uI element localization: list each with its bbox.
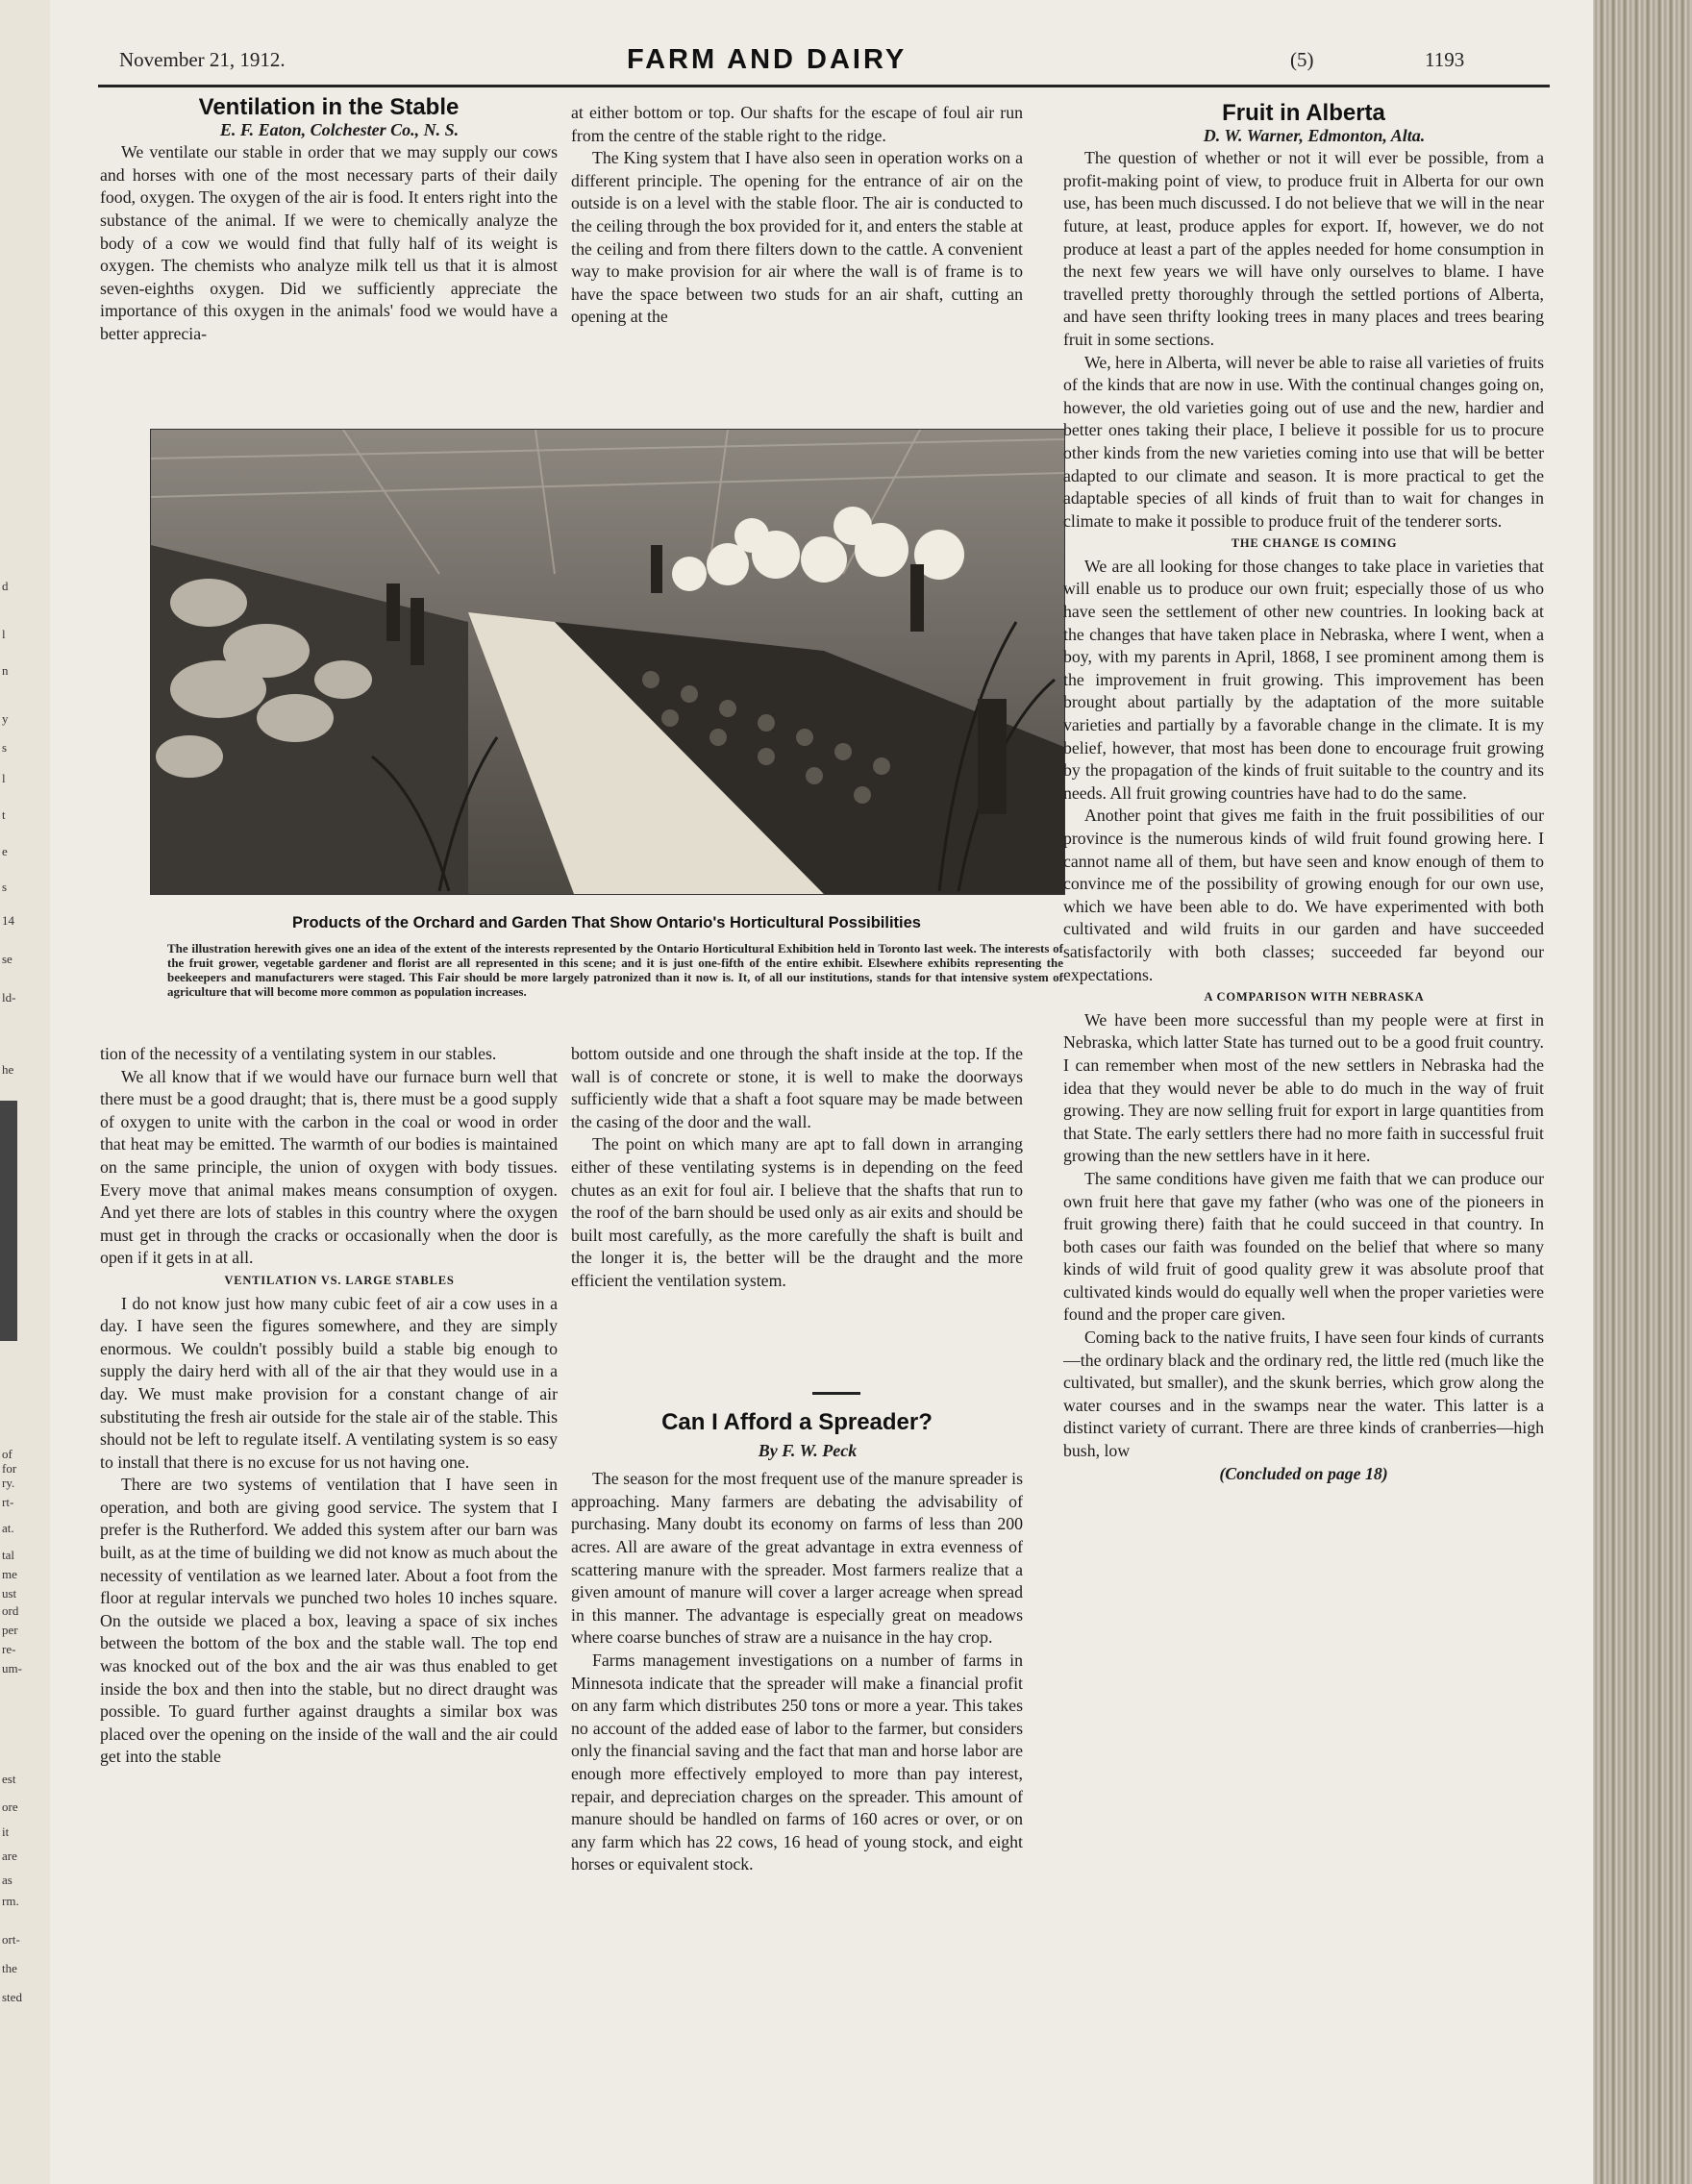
margin-fragment: ld- <box>2 990 16 1005</box>
margin-fragment: rt- <box>2 1495 14 1509</box>
margin-fragment: 14 <box>2 913 14 928</box>
previous-page-edge <box>0 0 52 2184</box>
alberta-title: Fruit in Alberta <box>1222 102 1385 126</box>
ventilation-paragraph: We ventilate our stable in order that we may supply our cows and horses with one of the most necessary parts of their daily food, oxygen. The oxygen of the air is food. It enters right into the substance of the animal. If we were to chemically analyze the body of a cow we would find that fully half of its weight is oxygen. The chemists who analyze milk tell us that it is almost seven-eighths oxygen. Did we sufficiently appreciate the importance of this oxygen in the animals' food we would have a better apprecia- <box>100 142 558 343</box>
alberta-subhead: A COMPARISON WITH NEBRASKA <box>1204 990 1425 1005</box>
alberta-article <box>1063 102 1544 2044</box>
ventilation-paragraph: The King system that I have also seen in operation works on a different principle. The opening for the entrance of air on the outside is on a level with the stable floor. The air is conducted to the ceiling through the box provided for it, and enters the stable at the ceiling and from there filters down to the cattle. A convenient way to make provision for air where the wall is of frame is to have the space between two studs for an air shaft, cutting an opening at the <box>571 148 1023 327</box>
issue-date: November 21, 1912. <box>119 48 286 71</box>
margin-fragment: of <box>2 1447 12 1461</box>
exhibition-photo <box>150 429 1065 895</box>
margin-fragment: um- <box>2 1661 22 1675</box>
margin-fragment: l <box>2 771 6 785</box>
margin-fragment: the <box>2 1961 17 1975</box>
margin-fragment: e <box>2 844 8 858</box>
alberta-paragraph: The question of whether or not it will ever be possible, from a profit-making point of view, to produce fruit in Alberta for our own use, has been much discussed. I do not believe that we will in the near future, at least, produce apples for export. If, however, we do not produce at least a part of the apples needed for home consumption in the next few years we will have only ourselves to blame. I have travelled pretty thoroughly through the settled portions of Alberta, and have seen thrifty looking trees in many places and trees bearing fruit in some sections. <box>1063 148 1544 349</box>
alberta-paragraph: We, here in Alberta, will never be able to raise all varieties of fruits of the kinds that are now in use. With the continual changes going on, however, the old varieties going out of use and the new, hardier and better ones taking their place, I believe it possible for us to procure other kinds from the new varieties coming into use that will be better adapted to our climate and season. It is more practical to get the adaptable species of all kinds of fruit than to wait for changes in climate to make it possible to produce fruit of the tenderer sorts. <box>1063 352 1544 531</box>
margin-fragment: for <box>2 1461 17 1476</box>
margin-fragment: l <box>2 627 6 641</box>
margin-fragment: n <box>2 663 9 678</box>
margin-fragment: est <box>2 1772 16 1786</box>
ventilation-paragraph: I do not know just how many cubic feet of air a cow uses in a day. I have seen the figures somewhere, and they are simply enormous. We couldn't possibly build a stable big enough to supply the dairy herd with all of the air that they would use in a day. We must make provision for a constant change of air substituting the fresh air outside for the stale air of the stable. This should not be left to regulate itself. A ventilating system is so easy to install that there is no excuse for us not having one. <box>100 1293 558 1472</box>
margin-fragment: ort- <box>2 1932 20 1947</box>
margin-fragment: ry. <box>2 1476 15 1490</box>
alberta-paragraph: The same conditions have given me faith that we can produce our own fruit here that gave my father (who was one of the pioneers in fruit growing there) faith that he could succeed in that country. In both cases our faith was founded on the belief that where so many kinds of wild fruit of good quality grew it was absolute proof that cultivated kinds would do equally well when the proper varieties were found and the proper care given. <box>1063 1168 1544 1325</box>
article-separator <box>812 1392 860 1395</box>
header-rule <box>98 85 1550 87</box>
margin-fragment: per <box>2 1623 18 1637</box>
photo-caption-body: The illustration herewith gives one an idea of the extent of the interests represented by the Ontario Horticultural Exhibition held in Toronto last week. The interests of the fruit grower, vegetable gardener and florist are all represented in this scene; and it is just one-fifth of the entire exhibit. Elsewhere exhibits representing the beekeepers and manufacturers were staged. This Fair should be more largely patronized than it now is. It, of all our institutions, stands for that intensive system of agriculture that will become more common as population increases. <box>167 941 1063 999</box>
margin-fragment: as <box>2 1873 12 1887</box>
photo-caption-title: Products of the Orchard and Garden That Show Ontario's Horticultural Possibilities <box>292 914 921 931</box>
spreader-byline: By F. W. Peck <box>758 1440 858 1460</box>
margin-fragment: s <box>2 740 8 755</box>
continued-note: (Concluded on page 18) <box>1219 1463 1388 1483</box>
page-marker: (5) <box>1290 48 1314 71</box>
alberta-paragraph: Coming back to the native fruits, I have seen four kinds of currants—the ordinary black and the ordinary red, the little red (much like the cultivated, but smaller), and the skunk berries, which grow along the water courses and in the swamps near the water. This latter is a distinct variety of currant. There are three kinds of cranberries—high bush, low <box>1063 1328 1544 1461</box>
spreader-article <box>571 1411 1023 2046</box>
spreader-paragraph: The season for the most frequent use of the manure spreader is approaching. Many farmers are debating the advisability of purchasing. Many doubt its economy on farms of less than 200 acres. All are aware of the great advantage in extra evenness of scattering manure with the spreader. Most farmers realize that a given amount of manure will cover a larger acreage when spread in this manner. The advantage is especially great on meadows where coarse bunches of straw are a nuisance in the hay crop. <box>571 1469 1023 1648</box>
book-binding-edge <box>1593 0 1692 2184</box>
ventilation-paragraph: The point on which many are apt to fall down in arranging either of these ventilating systems is in depending on the feed chutes as an exit for foul air. I believe that the shafts that run to the roof of the barn should be used only as air exits and should be built most carefully, as the more carefully the shaft is built and the longer it is, the better will be the draught and the more efficient the ventilation system. <box>571 1134 1023 1290</box>
margin-fragment: he <box>2 1062 14 1077</box>
ventilation-paragraph: There are two systems of ventilation that I have seen in operation, and both are giving good service. The system that I prefer is the Rutherford. We added this system after our barn was built, as at the time of building we did not know as much about the necessity of ventilation as we learned later. About a foot from the floor at regular intervals we punched two holes 10 inches square. On the outside we placed a box, leaving a space of six inches between the bottom of the box and the stable wall. The top end was knocked out of the box and the air was thus enabled to get inside the box and then into the stable, but no direct draught was possible. To guard further against draughts a similar box was placed over the opening on the inside of the wall and the air could get into the stable <box>100 1475 558 1767</box>
ventilation-article-top <box>100 96 558 413</box>
newspaper-page <box>50 0 1593 2184</box>
ventilation-byline: E. F. Eaton, Colchester Co., N. S. <box>219 119 460 139</box>
margin-fragment: rm. <box>2 1894 19 1908</box>
margin-fragment: at. <box>2 1521 14 1535</box>
ventilation-article-middle-bottom <box>571 1043 1023 1379</box>
margin-fragment: re- <box>2 1642 16 1656</box>
ventilation-paragraph: bottom outside and one through the shaft inside at the top. If the wall is of concrete or stone, it is well to make the doorways sufficiently wide that a shaft a foot square may be made between the casing of the door and the wall. <box>571 1044 1023 1131</box>
masthead: FARM AND DAIRY <box>627 44 908 75</box>
margin-fragment: ust <box>2 1586 17 1601</box>
alberta-paragraph: We are all looking for those changes to take place in varieties that will enable us to produce our own fruit; especially those of us who have seen the settlement of other new countries. In looking back at the changes that have taken place in Nebraska, where I went, when a boy, with my parents in April, 1868, I see prominent among them is the improvement in fruit growing. This improvement has been brought about partially by the adaptation of the more suitable varieties and partially by a favorable change in the climate. It is my belief, however, that most has been done to encourage fruit growing by the propagation of the kinds of fruit suitable to the country and its needs. All fruit growing countries have had to do the same. <box>1063 556 1544 803</box>
alberta-paragraph: We have been more successful than my people were at first in Nebraska, which latter State has turned out to be a good fruit country. I can remember when most of the new settlers in Nebraska had the idea that they would never be able to do much in the way of fruit growing. They are now selling fruit for export in large quantities from that State. The early settlers there had no more faith in successful fruit growing than the new settlers have in it here. <box>1063 1009 1544 1166</box>
ventilation-article-middle-top <box>571 102 1023 410</box>
spreader-title: Can I Afford a Spreader? <box>661 1411 933 1435</box>
margin-fragment: sted <box>2 1990 22 2004</box>
spreader-paragraph: Farms management investigations on a number of farms in Minnesota indicate that the spreader will make a financial profit on any farm which distributes 250 tons or more a year. This takes no account of the added ease of labor to the farmer, but considers only the financial saving and the fact that man and horse labor are enough more effectively employed to more than pay interest, repair, and depreciation charges on the spreader. This amount of manure should be handled on farms of 160 acres or over, or on any farm which has 22 cows, 16 head of young stock, and eight horses or equivalent stock. <box>571 1650 1023 1874</box>
alberta-subhead: THE CHANGE IS COMING <box>1231 536 1398 551</box>
horticultural-exhibit-image <box>151 430 1064 894</box>
ventilation-paragraph: tion of the necessity of a ventilating system in our stables. <box>100 1044 497 1063</box>
margin-fragment: se <box>2 952 12 966</box>
alberta-paragraph: Another point that gives me faith in the fruit possibilities of our province is the numerous kinds of wild fruit found growing here. I cannot name all of them, but have seen and know enough of them to convince me of the possibility of growing enough for our own use, which we have been able to do. We have experimented with both cultivated and wild fruits in our garden and have succeeded satisfactorily with both classes; succeeded far beyond our expectations. <box>1063 806 1544 984</box>
margin-fragment: ore <box>2 1799 18 1814</box>
margin-fragment: are <box>2 1849 17 1863</box>
alberta-byline: D. W. Warner, Edmonton, Alta. <box>1203 125 1426 145</box>
margin-fragment: d <box>2 579 9 593</box>
margin-fragment: y <box>2 711 9 726</box>
ventilation-subhead: VENTILATION VS. LARGE STABLES <box>224 1273 455 1287</box>
margin-fragment: ord <box>2 1603 19 1618</box>
ventilation-article-bottom <box>100 1043 558 2052</box>
margin-fragment: it <box>2 1824 10 1839</box>
previous-page-figure <box>0 1101 17 1341</box>
ventilation-paragraph: We all know that if we would have our furnace burn well that there must be a good draught; that is, there must be a good supply of oxygen to unite with the carbon in the coal or wood in order that heat may be emitted. The warmth of our bodies is maintained on the same principle, the union of oxygen with body tissues. Every move that animal makes means consumption of oxygen. And yet there are lots of stables in this country where the oxygen must get in through the cracks or occasionally when the door is open if it gets in at all. <box>100 1066 558 1268</box>
ventilation-paragraph: at either bottom or top. Our shafts for the escape of foul air run from the centre of the stable right to the ridge. <box>571 103 1023 145</box>
margin-fragment: tal <box>2 1548 14 1562</box>
ventilation-title: Ventilation in the Stable <box>198 96 460 120</box>
margin-fragment: s <box>2 880 8 894</box>
page-number: 1193 <box>1425 48 1465 71</box>
margin-fragment: t <box>2 807 6 822</box>
margin-fragment: me <box>2 1567 17 1581</box>
